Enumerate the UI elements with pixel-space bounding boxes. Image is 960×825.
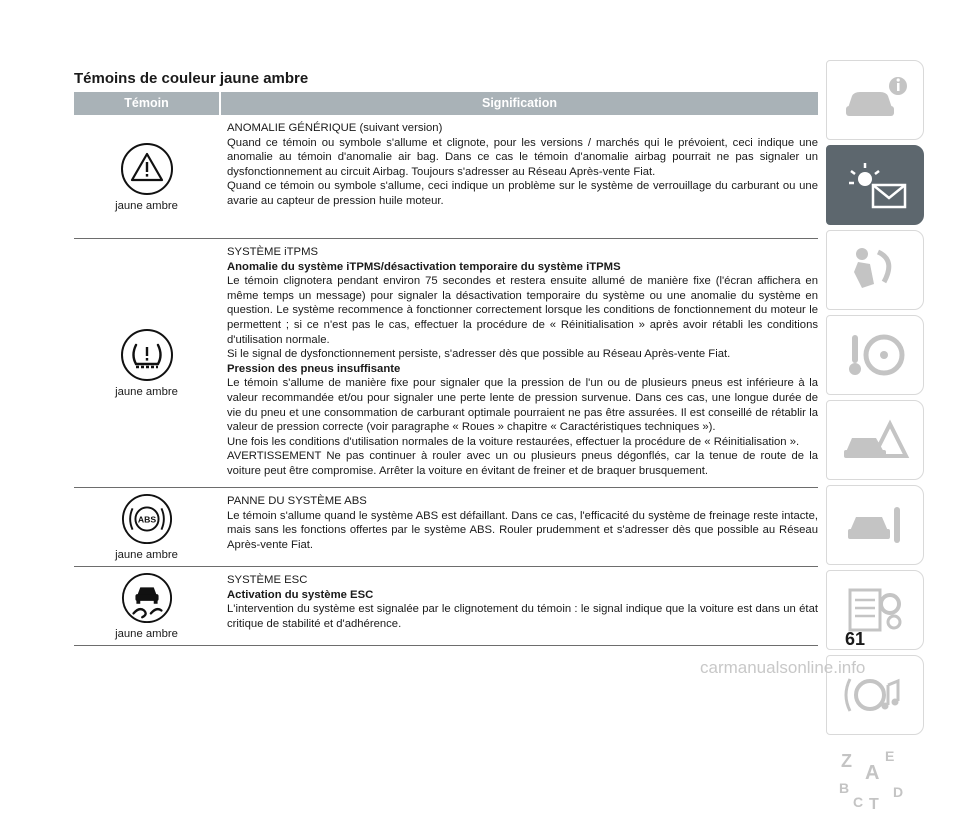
tab-driving[interactable]	[826, 315, 924, 395]
meaning-cell	[219, 115, 818, 238]
tab-index[interactable]	[826, 740, 924, 820]
section-title: Témoins de couleur jaune ambre	[74, 70, 309, 87]
table-header	[74, 92, 818, 115]
index-letter: A	[865, 762, 880, 784]
table-row	[74, 115, 818, 239]
car-info-icon	[840, 72, 910, 128]
meaning-paragraph: Le témoin s'allume de manière fixe pour signaler que la pression de l'un ou de plusieurs pneus est inférieure à la valeur recommandée et/ou pour signaler une perte lente de pression survenue. Dans ces cas, une longue durée de vie du pneu et une consommation de carburant optimale pourraient ne pas être assurées. Il est conseillé de rétablir la valeur de pression correcte (voir paragraphe « Roues » chapitre « Caractéristiques techniques »).	[227, 377, 818, 434]
index-letter: T	[869, 796, 879, 813]
indicator-cell	[74, 567, 219, 645]
meaning-subheading: Activation du système ESC	[227, 588, 374, 601]
indicator-cell	[74, 488, 219, 566]
meaning-cell	[219, 239, 818, 487]
abs-icon	[121, 493, 173, 545]
emergency-icon	[840, 412, 910, 468]
meaning-heading: SYSTÈME ESC	[227, 574, 308, 586]
maintenance-icon	[840, 497, 910, 553]
chapter-sidebar	[826, 60, 924, 825]
watermark: carmanualsonline.info	[700, 658, 866, 677]
page-number: 61	[845, 629, 866, 649]
index-letter: B	[839, 780, 850, 796]
indicator-caption: jaune ambre	[115, 386, 178, 398]
table-row	[74, 488, 818, 567]
tab-maintenance[interactable]	[826, 485, 924, 565]
steering-key-icon	[840, 327, 910, 383]
tire-pressure-icon	[120, 328, 174, 382]
meaning-subheading: Pression des pneus insuffisante	[227, 362, 401, 375]
warning-lights-table	[74, 92, 818, 646]
indicator-cell	[74, 239, 219, 487]
meaning-heading: SYSTÈME iTPMS	[227, 246, 319, 258]
header-cell-meaning: Signification	[219, 92, 818, 115]
index-letters-icon	[835, 745, 915, 815]
meaning-cell	[219, 488, 818, 566]
meaning-paragraph: Quand ce témoin ou symbole s'allume et clignote, pour les versions / marchés qui le prévoient, ceci indique une anomalie au témoin d'anomalie air bag. Dans ce cas le témoin d'anomalie airbag pourrait ne pas signaler un dysfonctionnement au circuit Airbag. Toujours s'adresser au Réseau Après-vente Fiat.	[227, 136, 818, 178]
index-letter: C	[853, 794, 864, 810]
meaning-paragraph: Quand ce témoin ou symbole s'allume, ceci indique un problème sur le système de verrouillage du carburant ou une avarie au capteur de pression huile moteur.	[227, 180, 818, 207]
tab-technical-data[interactable]	[826, 570, 924, 650]
meaning-paragraph: Le témoin clignotera pendant environ 75 secondes et restera ensuite allumé de manière fixe (l'écran affichera en même temps un message) pour signaler la désactivation temporaire du système ou une anomalie du système en question. Le système recommence à fonctionner correctement lorsque les conditions de fonctionnement du moteur le permettent ; si ce n'est pas le cas, effectuer la procédure de « Réinitialisation » après avoir rétabli les conditions d'utilisation normale.	[227, 275, 818, 346]
index-letter: D	[893, 784, 904, 800]
meaning-subheading: Anomalie du système iTPMS/désactivation temporaire du système iTPMS	[227, 260, 621, 273]
warning-light-message-icon	[839, 157, 911, 213]
meaning-heading: PANNE DU SYSTÈME ABS	[227, 495, 367, 507]
indicator-caption: jaune ambre	[115, 549, 178, 561]
meaning-heading: ANOMALIE GÉNÉRIQUE (suivant version)	[227, 122, 443, 134]
meaning-paragraph: Une fois les conditions d'utilisation normales de la voiture restaurées, effectuer la procédure de « Réinitialisation ».	[227, 435, 800, 448]
indicator-cell	[74, 115, 219, 238]
tab-warning-lights[interactable]	[826, 145, 924, 225]
table-row	[74, 567, 818, 646]
tab-emergency[interactable]	[826, 400, 924, 480]
table-row	[74, 239, 818, 488]
tab-vehicle-info[interactable]	[826, 60, 924, 140]
header-cell-indicator: Témoin	[124, 96, 169, 110]
indicator-caption: jaune ambre	[115, 199, 178, 212]
tab-safety[interactable]	[826, 230, 924, 310]
general-warning-triangle-icon	[120, 142, 174, 196]
meaning-paragraph: Le témoin s'allume quand le système ABS est défaillant. Dans ce cas, l'efficacité du système de freinage reste intacte, mais sans les fonctions offertes par le système ABS. Rouler prudemment et s'adresser dès que possible au Réseau Après-vente Fiat.	[227, 509, 818, 551]
seat-airbag-icon	[840, 242, 910, 298]
meaning-warning: AVERTISSEMENT Ne pas continuer à rouler avec un ou plusieurs pneus dégonflés, car la tenue de route de la voiture peut être compromise. Arrêter la voiture en évitant de freiner et de braquer brusquement.	[227, 450, 818, 477]
meaning-cell	[219, 567, 818, 645]
index-letter: E	[885, 748, 895, 764]
esc-skid-icon	[121, 572, 173, 624]
index-letter: Z	[841, 751, 852, 771]
abs-icon-label: ABS	[137, 514, 156, 525]
meaning-paragraph: Si le signal de dysfonctionnement persiste, s'adresser dès que possible au Réseau Après-vente Fiat.	[227, 348, 731, 361]
indicator-caption: jaune ambre	[115, 628, 178, 640]
meaning-paragraph: L'intervention du système est signalée par le clignotement du témoin : le signal indique que la voiture est dans un état critique de stabilité et d'adhérence.	[227, 603, 818, 630]
